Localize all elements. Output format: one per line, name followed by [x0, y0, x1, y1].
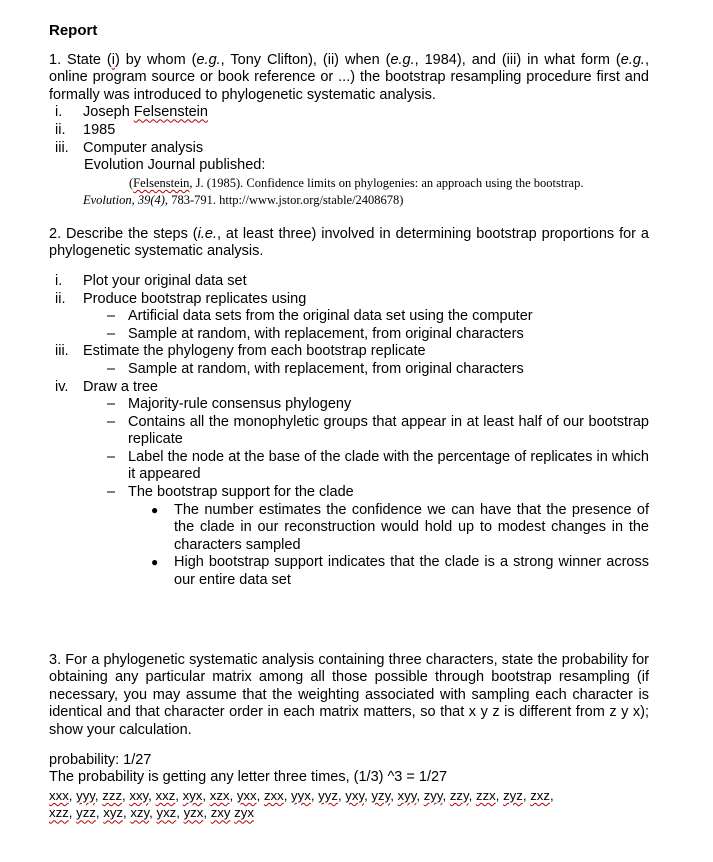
list-item: ● High bootstrap support indicates that the clade is a strong winner across our entire data set — [151, 554, 649, 589]
combination-item: xyy — [397, 787, 417, 803]
q2-steps — [49, 273, 649, 308]
bootstrap-support-bullets — [49, 502, 649, 590]
combination-item: zxy — [210, 805, 231, 821]
combination-item: zzy — [449, 787, 469, 803]
combination-item: yxz — [156, 805, 177, 821]
journal-line: Evolution Journal published: — [84, 157, 266, 174]
list-item: – The bootstrap support for the clade — [107, 484, 354, 501]
report-page — [49, 22, 649, 822]
combination-item: zyx — [234, 805, 254, 821]
combination-item: yyx — [291, 787, 311, 803]
q2-step-iv: iv. Draw a tree — [55, 378, 158, 395]
list-item: – Contains all the monophyletic groups that appear in at least half of our bootstrap replicate — [107, 413, 649, 448]
combination-item: yyz — [318, 787, 338, 803]
combination-item: yzx — [183, 805, 204, 821]
combination-item: xzx — [209, 787, 230, 803]
citation-line-1: (Felsenstein, J. (1985). Confidence limits on phylogenies: an approach using the bootstrap. — [129, 175, 584, 190]
roman-i-marker: i — [111, 51, 115, 68]
q2-step-ii: ii. Produce bootstrap replicates using — [55, 290, 307, 307]
step-iv-sublist — [49, 396, 649, 502]
question-1: 1. State (i) by whom (e.g., Tony Clifton), (ii) when (e.g., 1984), and (iii) in what form (e.g., online program source or book reference or ...) the bootstrap resampling procedure first and formally was introduced to phylogenetic systematic analysis. — [49, 51, 649, 103]
combination-item: xyx — [182, 787, 203, 803]
combination-item: xxy — [129, 787, 149, 803]
report-title: Report — [49, 22, 98, 39]
q2-step-i: i. Plot your original data set — [55, 272, 247, 289]
combination-item: zxz — [530, 787, 550, 803]
step-ii-sublist — [49, 308, 649, 343]
combination-item: zzz — [102, 787, 123, 803]
combination-item: xyz — [103, 805, 123, 821]
combination-item: yxy — [345, 787, 365, 803]
combination-item: yxx — [236, 787, 257, 803]
combination-item: yzz — [76, 805, 96, 821]
combinations-line-1: xxx, yyy, zzz, xxy, xxz, xyx, xzx, yxx, zxx, yyx, yyz, yxy, yzy, xyy, zyy, zzy, zzx, zyz, zxz, — [49, 787, 554, 803]
combination-item: xxx — [49, 787, 69, 803]
list-item: – Sample at random, with replacement, from original characters — [107, 325, 524, 342]
step-iii-sublist — [49, 361, 649, 379]
combination-item: xxz — [155, 787, 176, 803]
probability-explanation: The probability is getting any letter three times, (1/3) ^3 = 1/27 — [49, 769, 448, 786]
list-item: ● The number estimates the confidence we can have that the presence of the clade in our reconstruction would hold up to modest changes in the characters sampled — [151, 501, 649, 553]
list-item: – Label the node at the base of the clade with the percentage of replicates in which it appeared — [107, 448, 649, 483]
probability-answer: probability: 1/27 — [49, 751, 152, 768]
list-item: – Majority-rule consensus phylogeny — [107, 396, 352, 413]
citation-line-2: Evolution, 39(4), 783-791. http://www.jstor.org/stable/2408678) — [83, 192, 404, 207]
q1-answer-iii: iii. Computer analysis — [55, 139, 204, 156]
combination-item: zyz — [503, 787, 523, 803]
q2-step-iii: iii. Estimate the phylogeny from each bootstrap replicate — [55, 343, 426, 360]
combination-item: zxx — [263, 787, 284, 803]
combination-item: yyy — [76, 787, 95, 803]
combination-item: yzy — [371, 787, 391, 803]
q1-answer-i: i. Joseph Felsenstein — [55, 104, 208, 121]
question-3: 3. For a phylogenetic systematic analysis containing three characters, state the probability for obtaining any particular matrix among all those possible through bootstrap resampling (if necessary, you may assume that the weighting associated with sampling each character is identical and that character order in each matrix matters, so that x y z is different from z y x); show your calculation. — [49, 651, 649, 738]
list-item: – Artificial data sets from the original data set using the computer — [107, 308, 533, 325]
question-2: 2. Describe the steps (i.e., at least three) involved in determining bootstrap proportions for a phylogenetic systematic analysis. — [49, 225, 649, 260]
combination-item: xzy — [130, 805, 150, 821]
combinations-line-2: xzz, yzz, xyz, xzy, yxz, yzx, zxy zyx — [49, 805, 254, 821]
q1-answer-ii: ii. 1985 — [55, 121, 116, 138]
list-item: – Sample at random, with replacement, from original characters — [107, 360, 524, 377]
combination-item: xzz — [49, 805, 69, 821]
combination-item: zzx — [475, 787, 496, 803]
combination-item: zyy — [423, 787, 443, 803]
q1-answers — [49, 104, 649, 157]
